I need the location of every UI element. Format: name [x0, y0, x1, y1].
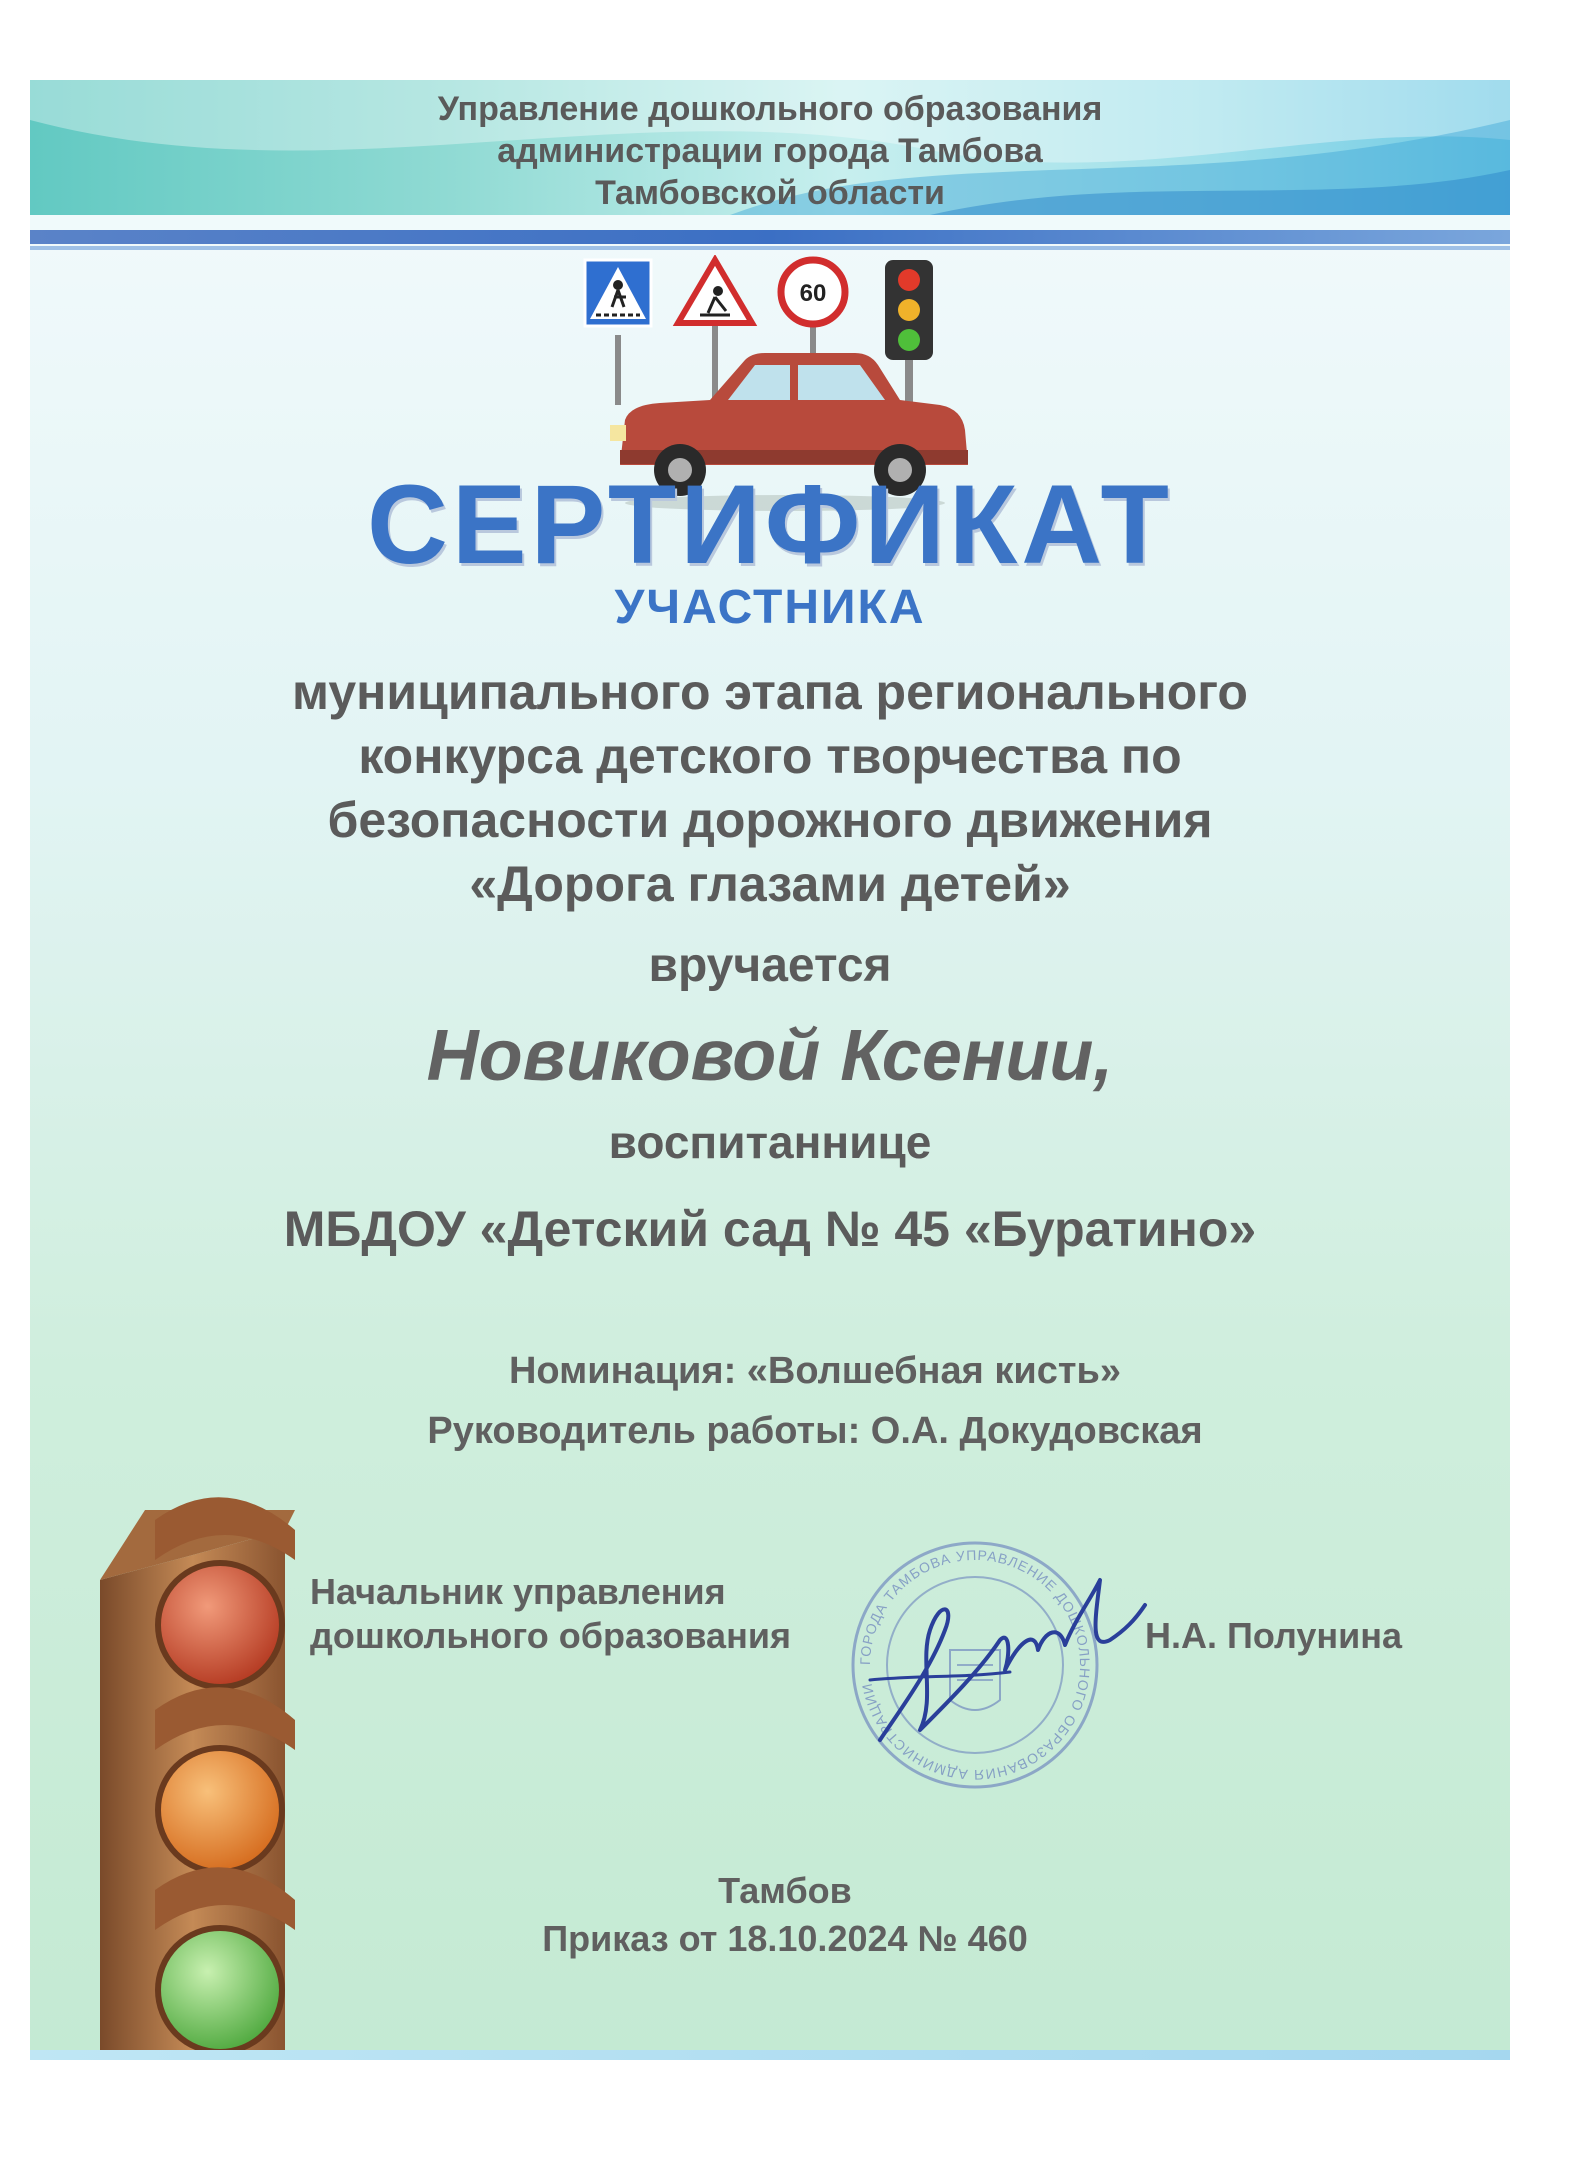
city: Тамбов — [718, 1870, 852, 1911]
signatory-title — [310, 1570, 791, 1658]
certificate-subtitle: УЧАСТНИКА — [614, 581, 926, 634]
description-line-3: безопасности дорожного движения — [327, 792, 1213, 848]
header-line-1: Управление дошкольного образования — [437, 90, 1103, 128]
header-line-3: Тамбовской области — [595, 174, 945, 212]
signatory-title-line-2: дошкольного образования — [310, 1615, 791, 1656]
header-banner — [30, 80, 1510, 215]
description-line-1: муниципального этапа регионального — [292, 664, 1248, 720]
bottom-stripe — [30, 2050, 1510, 2060]
supervisor: Руководитель работы: О.А. Докудовская — [427, 1410, 1203, 1452]
order-reference: Приказ от 18.10.2024 № 460 — [542, 1918, 1028, 1959]
signatory-name: Н.А. Полунина — [1145, 1615, 1403, 1656]
description-line-4: «Дорога глазами детей» — [469, 856, 1071, 912]
contest-description — [30, 660, 1510, 916]
header-stripe — [30, 230, 1510, 244]
header-stripe-thin — [30, 246, 1510, 250]
description-line-2: конкурса детского творчества по — [358, 728, 1182, 784]
handwritten-signature — [860, 1560, 1160, 1760]
organization-name: МБДОУ «Детский сад № 45 «Буратино» — [283, 1201, 1257, 1257]
header-line-2: администрации города Тамбова — [497, 132, 1043, 170]
certificate-sheet — [30, 80, 1510, 2060]
header-organization — [30, 88, 1510, 214]
signatory-title-line-1: Начальник управления — [310, 1571, 726, 1612]
recipient-name: Новиковой Ксении, — [426, 1016, 1114, 1096]
large-traffic-light-icon — [85, 1470, 315, 2060]
given-label: вручается — [648, 939, 892, 992]
recipient-role: воспитаннице — [608, 1116, 932, 1168]
speed-limit-value: 60 — [799, 280, 827, 307]
nomination: Номинация: «Волшебная кисть» — [508, 1350, 1121, 1392]
pedestrian-crossing-sign-icon — [585, 260, 651, 405]
seal-text: ГОРОДА ТАМБОВА УПРАВЛЕНИЕ ДОШКОЛЬНОГО ОБРАЗОВАНИЯ АДМИНИСТРАЦИИ — [856, 1546, 1094, 1784]
certificate-title: СЕРТИФИКАТ — [367, 462, 1173, 587]
